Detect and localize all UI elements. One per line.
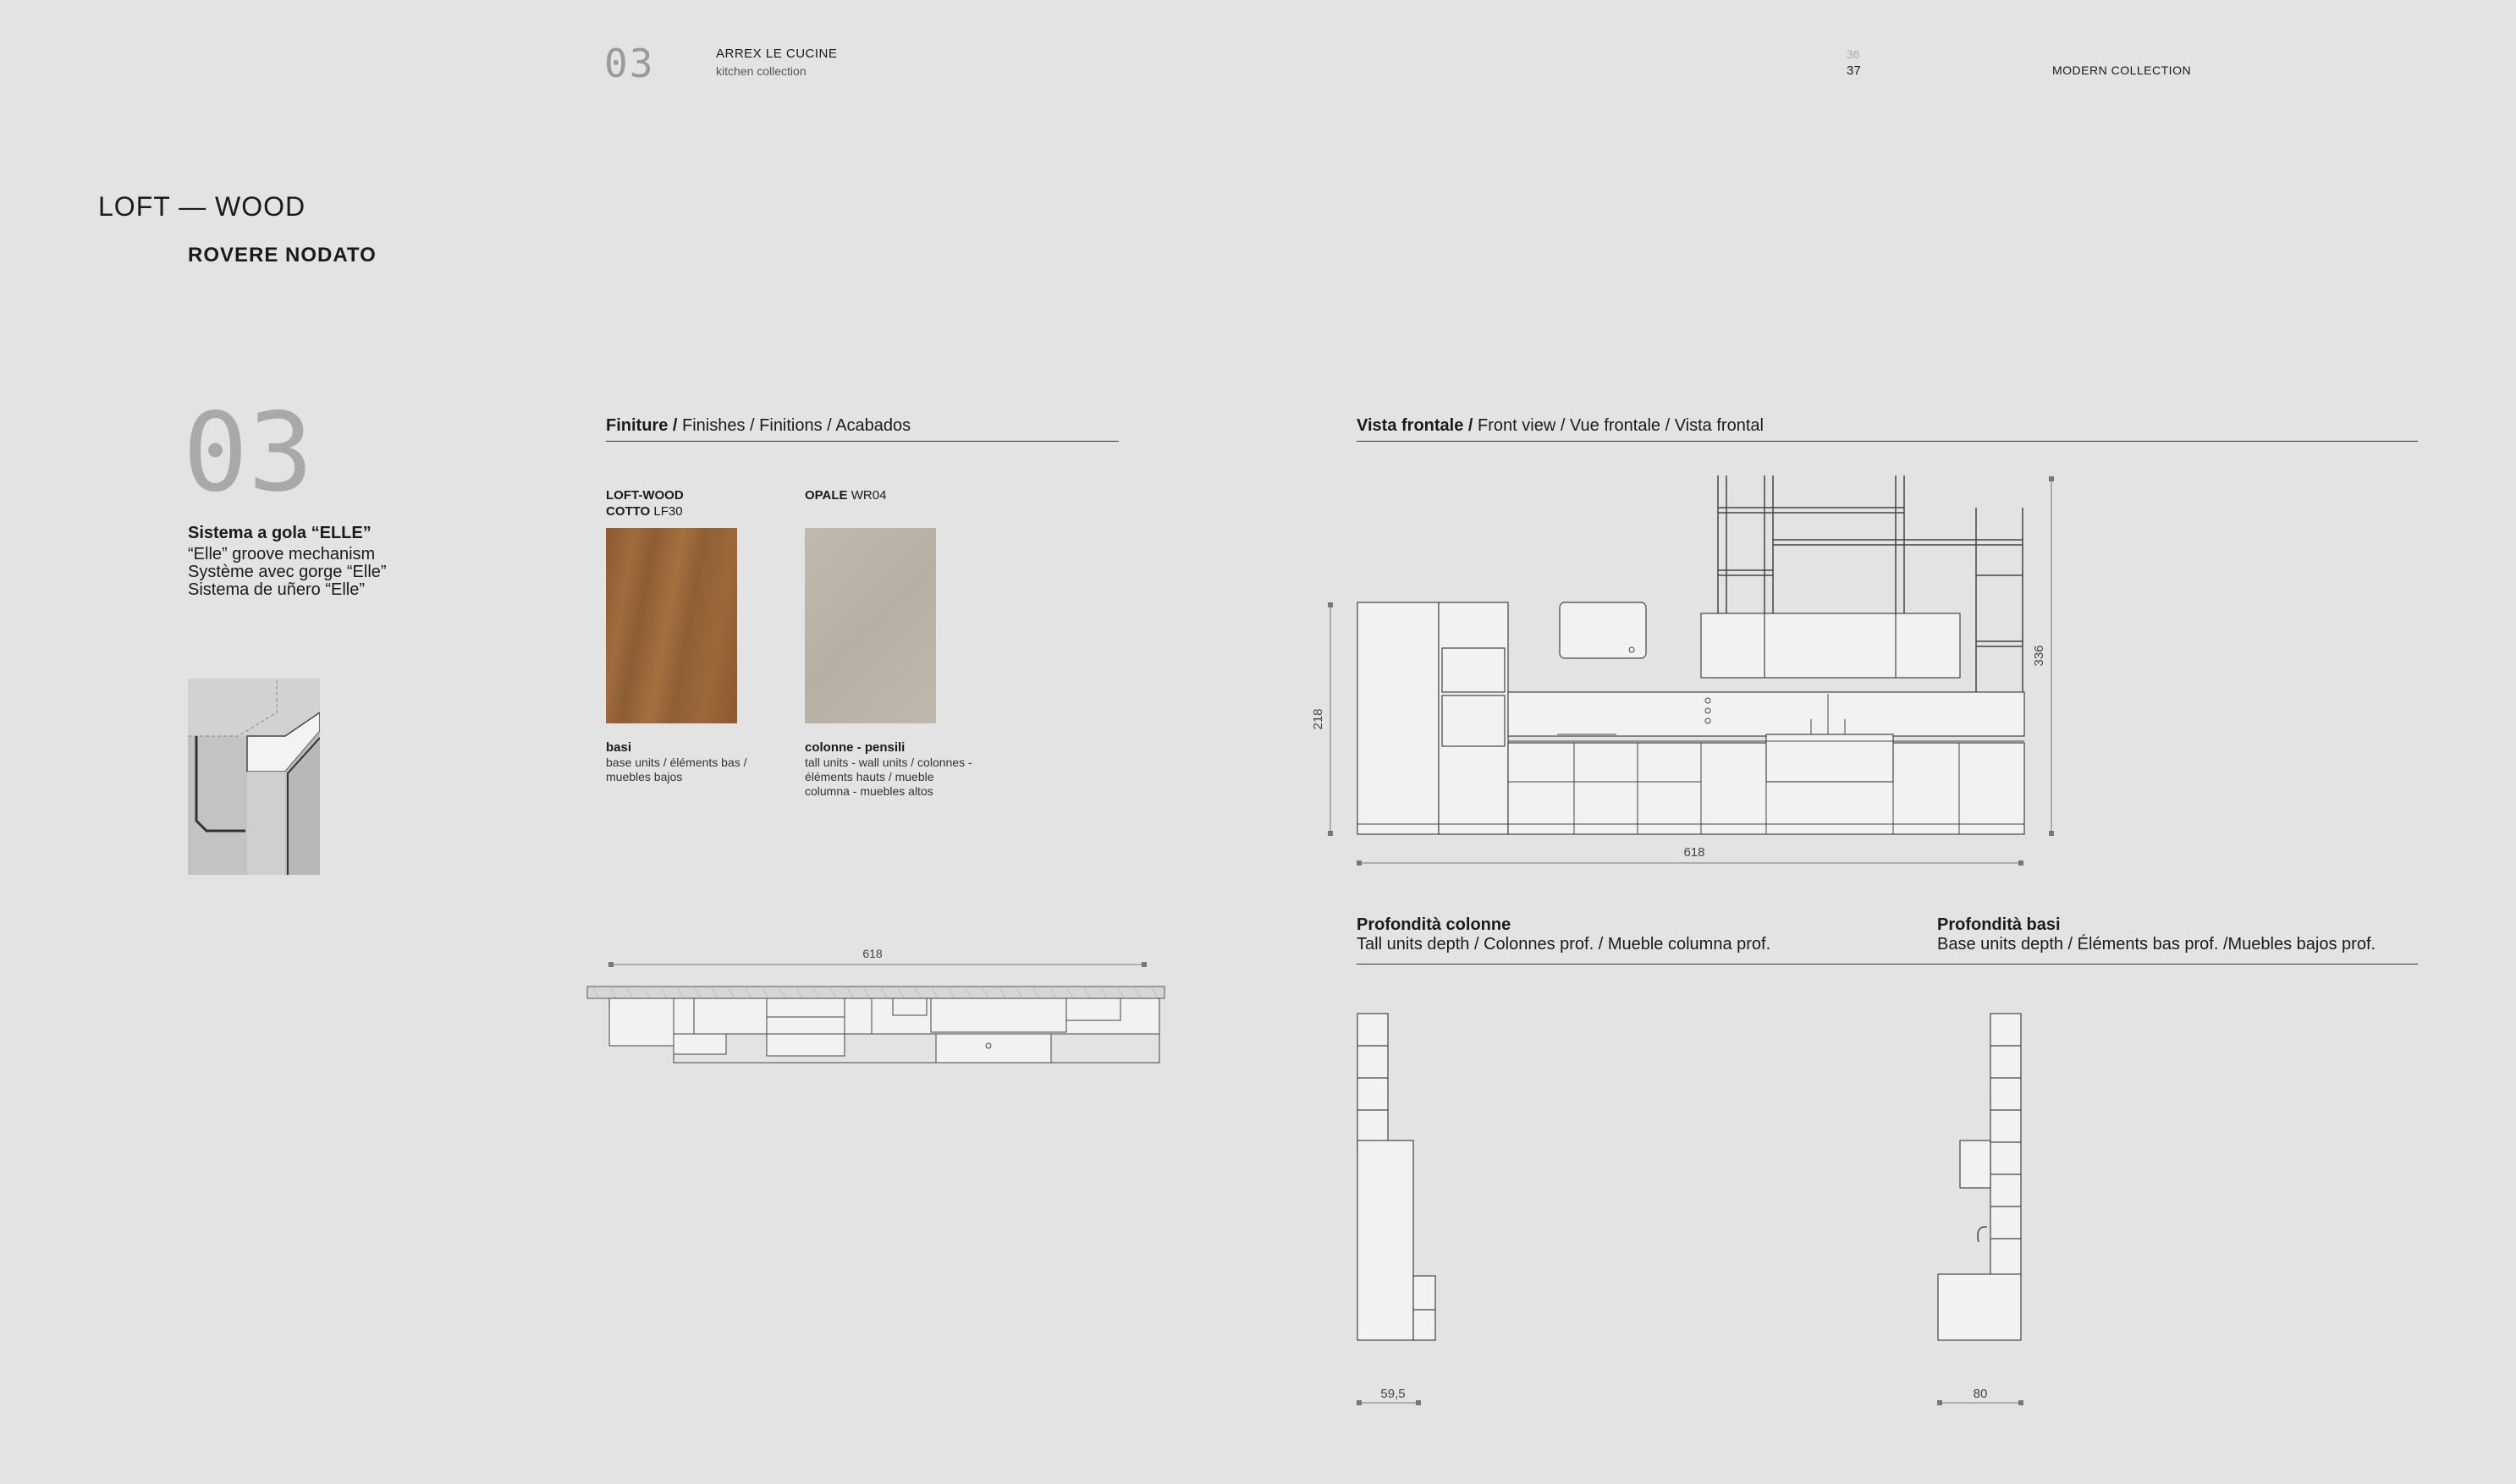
finishes-heading-bold: Finiture / — [606, 416, 678, 435]
front-dim-width: 618 — [1683, 845, 1705, 860]
page-number-current: 37 — [1847, 63, 1861, 78]
depth-base-heading-rest: Base units depth / Éléments bas prof. /Muebles bajos prof. — [1937, 935, 2376, 954]
kitchen-front-view — [1303, 465, 2065, 871]
finish-1-code: LF30 — [650, 504, 683, 519]
depth-tall-heading-bold: Profondità colonne — [1357, 915, 1511, 934]
system-desc-fr: Système avec gorge “Elle” — [188, 563, 387, 581]
finishes-heading — [606, 416, 1119, 442]
finish-2-code: WR04 — [847, 488, 887, 503]
page-title: LOFT — WOOD — [98, 191, 306, 222]
base-units-section — [1926, 1005, 2045, 1411]
finish-1-label — [606, 487, 684, 519]
finish-1-name-2: COTTO — [606, 504, 651, 519]
finish-1-name: LOFT-WOOD — [606, 488, 684, 503]
collection-name: MODERN COLLECTION — [2052, 63, 2192, 77]
finish-1-usage: basi — [606, 740, 632, 755]
brand-subtitle: kitchen collection — [716, 64, 807, 78]
groove-detail-illustration — [188, 679, 320, 875]
front-dim-height-left: 218 — [1311, 708, 1325, 730]
plan-dim-width: 618 — [862, 947, 883, 960]
finishes-heading-rest: Finishes / Finitions / Acabados — [677, 416, 911, 435]
depth-base-heading-bold: Profondità basi — [1937, 915, 2061, 934]
page-subtitle: ROVERE NODATO — [188, 244, 377, 267]
finish-2-label — [805, 487, 886, 503]
finish-2-usage: colonne - pensili — [805, 740, 906, 755]
tall-units-section — [1346, 1005, 1464, 1411]
front-view-heading-bold: Vista frontale / — [1357, 416, 1473, 435]
finish-1-swatch — [606, 528, 737, 723]
chapter-number: 03 — [604, 41, 655, 86]
finish-2-desc: tall units - wall units / colonnes - éléments hauts / mueble columna - muebles altos — [805, 756, 972, 798]
depth-tall-dim: 59,5 — [1380, 1387, 1406, 1401]
front-view-heading — [1357, 416, 2418, 442]
depth-base-heading — [1937, 915, 2376, 954]
finish-2-swatch — [805, 528, 936, 723]
depth-tall-heading — [1357, 915, 1770, 954]
finish-2-name-2: OPALE — [805, 488, 848, 503]
finish-1-desc: base units / éléments bas / muebles bajos — [606, 756, 747, 783]
system-desc-es: Sistema de uñero “Elle” — [188, 580, 365, 599]
system-number: 03 — [183, 390, 314, 516]
front-view-heading-rest: Front view / Vue frontale / Vista frontal — [1473, 416, 1764, 435]
system-desc-en: “Elle” groove mechanism — [188, 545, 376, 563]
kitchen-plan-view — [584, 946, 1168, 1073]
system-title: Sistema a gola “ELLE” — [188, 524, 372, 542]
front-dim-height-right: 336 — [2032, 645, 2046, 667]
page-number-previous: 36 — [1847, 47, 1860, 61]
depth-tall-heading-rest: Tall units depth / Colonnes prof. / Mueble columna prof. — [1357, 935, 1771, 954]
brand-name: ARREX LE CUCINE — [716, 47, 838, 61]
depth-base-dim: 80 — [1973, 1387, 1988, 1401]
